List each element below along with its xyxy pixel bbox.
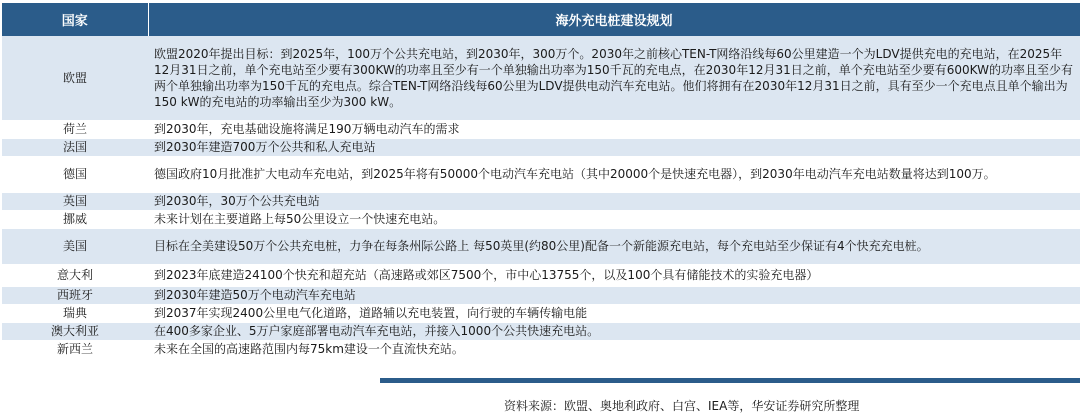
source-note: 资料来源：欧盟、奥地利政府、白宫、IEA等，华安证券研究所整理	[504, 399, 860, 413]
header-plan: 海外充电桩建设规划	[148, 3, 1080, 36]
plan-cell: 到2030年，充电基础设施将满足190万辆电动汽车的需求	[148, 120, 1080, 138]
country-cell: 英国	[2, 192, 148, 210]
plan-cell: 到2030年建造50万个电动汽车充电站	[148, 286, 1080, 304]
country-cell: 欧盟	[2, 36, 148, 120]
plan-cell: 未来在全国的高速路范围内每75km建设一个直流快充站。	[148, 340, 1080, 358]
table-row	[2, 340, 1080, 358]
country-cell: 德国	[2, 156, 148, 192]
header-country: 国家	[2, 3, 148, 36]
plan-cell: 到2037年实现2400公里电气化道路，道路辅以充电装置，向行驶的车辆传输电能	[148, 304, 1080, 322]
country-cell: 荷兰	[2, 120, 148, 138]
source-divider	[380, 378, 1080, 383]
plan-cell: 未来计划在主要道路上每50公里设立一个快速充电站。	[148, 210, 1080, 228]
plan-cell: 欧盟2020年提出目标：到2025年，100万个公共充电站，到2030年，300万个。2030年之前核心TEN-T网络沿线每60公里建造一个为LDV提供充电的充电站，在2025年12月31日之前，单个充电站至少要有300KW的功率且至少有一个单独输出功率为150千瓦的充电点，在2030年12月31日之前，单个充电站至少要有600KW的功率且至少有两个单独输出功率为150千瓦的充电点。综合TEN-T网络沿线每60公里为LDV提供电动汽车充电站。他们将拥有在2030年12月31日之前，具有至少一个充电点且单个输出为150 kW的充电站的功率输出至少为300 kW。	[148, 36, 1080, 120]
plan-cell: 目标在全美建设50万个公共充电桩，力争在每条州际公路上 每50英里(约80公里)配备一个新能源充电站，每个充电站至少保证有4个快充充电桩。	[148, 228, 1080, 264]
table-row	[2, 322, 1080, 340]
table-row	[2, 120, 1080, 138]
table-row	[2, 304, 1080, 322]
country-cell: 新西兰	[2, 340, 148, 358]
table-header-row	[2, 3, 1080, 36]
country-cell: 澳大利亚	[2, 322, 148, 340]
plan-cell: 到2030年，30万个公共充电站	[148, 192, 1080, 210]
plan-cell: 在400多家企业、5万户家庭部署电动汽车充电站，并接入1000个公共快速充电站。	[148, 322, 1080, 340]
plan-cell: 德国政府10月批准扩大电动车充电站，到2025年将有50000个电动汽车充电站（其中20000个是快速充电器），到2030年电动汽车充电站数量将达到100万。	[148, 156, 1080, 192]
country-cell: 意大利	[2, 264, 148, 286]
table-row	[2, 210, 1080, 228]
table-row	[2, 138, 1080, 156]
table-row	[2, 228, 1080, 264]
country-cell: 美国	[2, 228, 148, 264]
country-cell: 瑞典	[2, 304, 148, 322]
country-cell: 法国	[2, 138, 148, 156]
charging-plan-table	[2, 3, 1080, 359]
table-row	[2, 286, 1080, 304]
table-row	[2, 156, 1080, 192]
table-row	[2, 36, 1080, 120]
table-row	[2, 192, 1080, 210]
country-cell: 西班牙	[2, 286, 148, 304]
plan-cell: 到2030年建造700万个公共和私人充电站	[148, 138, 1080, 156]
plan-cell: 到2023年底建造24100个快充和超充站（高速路或郊区7500个，市中心13755个，以及100个具有储能技术的实验充电器）	[148, 264, 1080, 286]
country-cell: 挪威	[2, 210, 148, 228]
table-row	[2, 264, 1080, 286]
